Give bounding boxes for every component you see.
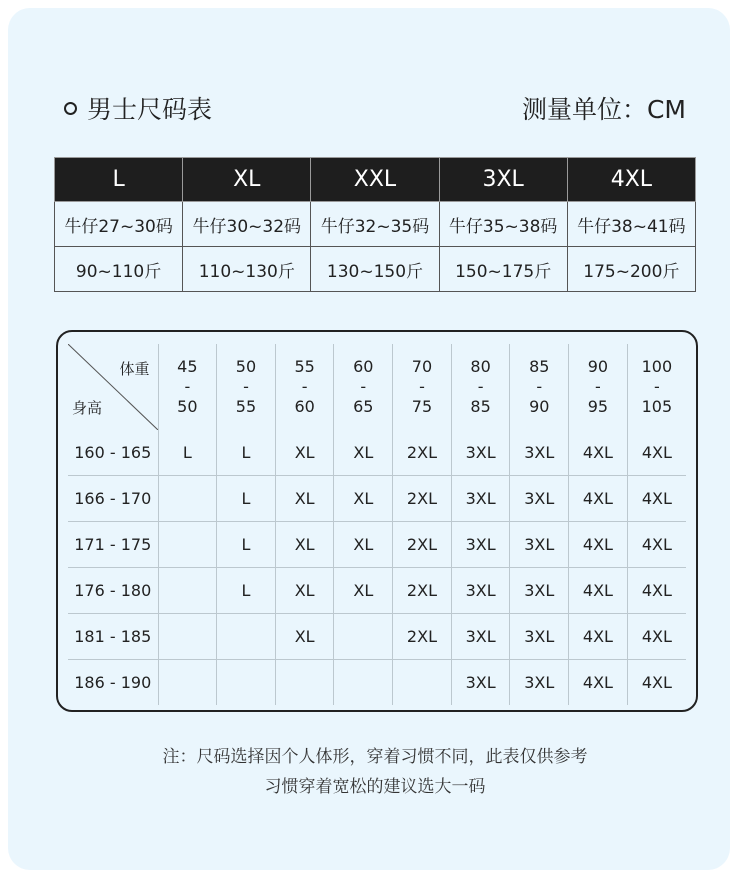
size-cell bbox=[158, 660, 217, 706]
size-cell: 4XL bbox=[569, 476, 628, 522]
size-table bbox=[54, 157, 696, 292]
table-row bbox=[68, 522, 686, 568]
weight-range-header bbox=[393, 344, 452, 430]
size-cell: XL bbox=[275, 430, 334, 476]
weight-range-top: 55 bbox=[294, 357, 315, 376]
note-line-1: 注：尺码选择因个人体形，穿着习惯不同，此表仅供参考 bbox=[162, 747, 588, 767]
height-weight-table bbox=[68, 344, 686, 705]
waist-cell: 牛仔35~38码 bbox=[439, 202, 567, 247]
weight-cell: 130~150斤 bbox=[311, 247, 439, 292]
weight-range-header bbox=[510, 344, 569, 430]
note-line-2: 习惯穿着宽松的建议选大一码 bbox=[264, 777, 486, 797]
weight-range-bottom: 95 bbox=[587, 397, 609, 416]
size-cell: 2XL bbox=[393, 614, 452, 660]
table-row bbox=[68, 660, 686, 706]
weight-range-bottom: 65 bbox=[353, 397, 374, 416]
size-header: XXL bbox=[311, 158, 439, 202]
weight-header-row bbox=[68, 344, 686, 430]
size-cell: 3XL bbox=[510, 430, 569, 476]
weight-range-bottom: 60 bbox=[294, 397, 315, 416]
table-row bbox=[68, 614, 686, 660]
size-header: XL bbox=[183, 158, 311, 202]
height-weight-grid bbox=[56, 330, 698, 712]
size-cell: 3XL bbox=[510, 476, 569, 522]
measure-unit: 测量单位：CM bbox=[521, 95, 686, 124]
size-cell: XL bbox=[275, 522, 334, 568]
weight-range-top: 45 bbox=[177, 357, 198, 376]
waist-cell: 牛仔38~41码 bbox=[567, 202, 695, 247]
size-cell bbox=[158, 568, 217, 614]
size-header: L bbox=[55, 158, 183, 202]
size-header: 3XL bbox=[439, 158, 567, 202]
size-cell: 3XL bbox=[451, 568, 510, 614]
weight-range-bottom: 55 bbox=[235, 397, 257, 416]
size-cell: L bbox=[217, 476, 276, 522]
size-cell: 2XL bbox=[393, 430, 452, 476]
size-cell: 4XL bbox=[569, 660, 628, 706]
size-cell: 3XL bbox=[510, 522, 569, 568]
weight-range-dash: - bbox=[536, 377, 543, 396]
weight-cell: 175~200斤 bbox=[567, 247, 695, 292]
size-cell: XL bbox=[275, 476, 334, 522]
size-cell: 3XL bbox=[451, 522, 510, 568]
size-cell: 2XL bbox=[393, 476, 452, 522]
size-cell: 3XL bbox=[451, 476, 510, 522]
corner-cell bbox=[68, 344, 158, 430]
size-cell bbox=[217, 614, 276, 660]
waist-cell: 牛仔32~35码 bbox=[311, 202, 439, 247]
size-cell: XL bbox=[275, 568, 334, 614]
bullet-circle-icon bbox=[64, 102, 77, 115]
waist-row bbox=[55, 202, 696, 247]
size-cell bbox=[217, 660, 276, 706]
weight-row bbox=[55, 247, 696, 292]
size-cell: 2XL bbox=[393, 522, 452, 568]
waist-cell: 牛仔27~30码 bbox=[55, 202, 183, 247]
weight-range-dash: - bbox=[360, 377, 367, 396]
size-header: 4XL bbox=[567, 158, 695, 202]
waist-cell: 牛仔30~32码 bbox=[183, 202, 311, 247]
size-cell bbox=[334, 614, 393, 660]
weight-range-top: 70 bbox=[411, 357, 433, 376]
size-cell: 3XL bbox=[510, 660, 569, 706]
weight-range-dash: - bbox=[243, 377, 249, 396]
weight-range-bottom: 105 bbox=[641, 397, 673, 416]
weight-axis-label: 体重 bbox=[119, 360, 150, 378]
weight-range-top: 80 bbox=[470, 357, 491, 376]
weight-range-bottom: 50 bbox=[177, 397, 198, 416]
weight-range-dash: - bbox=[595, 377, 601, 396]
height-range-cell: 186 - 190 bbox=[68, 660, 158, 706]
size-cell: 4XL bbox=[627, 614, 686, 660]
table-row bbox=[68, 476, 686, 522]
size-cell: 4XL bbox=[627, 568, 686, 614]
weight-cell: 90~110斤 bbox=[55, 247, 183, 292]
size-cell: XL bbox=[334, 476, 393, 522]
page-title bbox=[64, 90, 212, 126]
size-cell: L bbox=[217, 568, 276, 614]
weight-range-top: 100 bbox=[641, 357, 673, 376]
size-cell: 3XL bbox=[451, 660, 510, 706]
weight-range-top: 50 bbox=[235, 357, 257, 376]
size-cell: XL bbox=[275, 614, 334, 660]
size-cell: 4XL bbox=[569, 614, 628, 660]
size-cell: 4XL bbox=[627, 430, 686, 476]
weight-range-bottom: 85 bbox=[470, 397, 491, 416]
weight-range-bottom: 75 bbox=[411, 397, 433, 416]
weight-range-top: 60 bbox=[353, 357, 374, 376]
size-cell: L bbox=[217, 430, 276, 476]
height-axis-label: 身高 bbox=[72, 399, 103, 417]
weight-range-dash: - bbox=[477, 377, 484, 396]
size-cell: XL bbox=[334, 430, 393, 476]
height-range-cell: 171 - 175 bbox=[68, 522, 158, 568]
weight-cell: 110~130斤 bbox=[183, 247, 311, 292]
table-row bbox=[68, 430, 686, 476]
height-range-cell: 166 - 170 bbox=[68, 476, 158, 522]
size-cell: 2XL bbox=[393, 568, 452, 614]
page-title-text: 男士尺码表 bbox=[87, 95, 213, 124]
weight-range-top: 85 bbox=[529, 357, 550, 376]
weight-range-header bbox=[569, 344, 628, 430]
size-cell: 3XL bbox=[451, 614, 510, 660]
weight-range-dash: - bbox=[301, 377, 308, 396]
size-cell: 4XL bbox=[641, 673, 672, 692]
size-cell bbox=[334, 660, 393, 706]
size-cell: 3XL bbox=[451, 430, 510, 476]
size-cell: XL bbox=[334, 522, 393, 568]
weight-range-header bbox=[334, 344, 393, 430]
height-range-cell: 160 - 165 bbox=[68, 430, 158, 476]
size-cell: XL bbox=[334, 568, 393, 614]
size-cell bbox=[158, 614, 217, 660]
size-cell: 4XL bbox=[569, 430, 628, 476]
size-header-row bbox=[55, 158, 696, 202]
height-range-cell: 181 - 185 bbox=[68, 614, 158, 660]
weight-range-header bbox=[275, 344, 334, 430]
weight-range-header bbox=[627, 344, 686, 430]
size-cell: L bbox=[158, 430, 217, 476]
size-cell: 3XL bbox=[510, 568, 569, 614]
table-row bbox=[68, 568, 686, 614]
size-cell: L bbox=[217, 522, 276, 568]
size-cell: 4XL bbox=[569, 522, 628, 568]
weight-range-top: 90 bbox=[587, 357, 609, 376]
size-cell bbox=[393, 660, 452, 706]
size-cell: 4XL bbox=[627, 522, 686, 568]
weight-range-header bbox=[451, 344, 510, 430]
weight-range-header bbox=[217, 344, 276, 430]
weight-cell: 150~175斤 bbox=[439, 247, 567, 292]
size-cell bbox=[275, 660, 334, 706]
height-range-cell: 176 - 180 bbox=[68, 568, 158, 614]
weight-range-header bbox=[158, 344, 217, 430]
weight-range-dash: - bbox=[419, 377, 425, 396]
weight-range-bottom: 90 bbox=[529, 397, 550, 416]
weight-range-dash: - bbox=[653, 377, 660, 396]
weight-range-dash: - bbox=[184, 377, 191, 396]
size-cell: 4XL bbox=[627, 476, 686, 522]
size-cell bbox=[158, 522, 217, 568]
size-cell: 4XL bbox=[569, 568, 628, 614]
size-cell: 3XL bbox=[510, 614, 569, 660]
size-cell bbox=[158, 476, 217, 522]
